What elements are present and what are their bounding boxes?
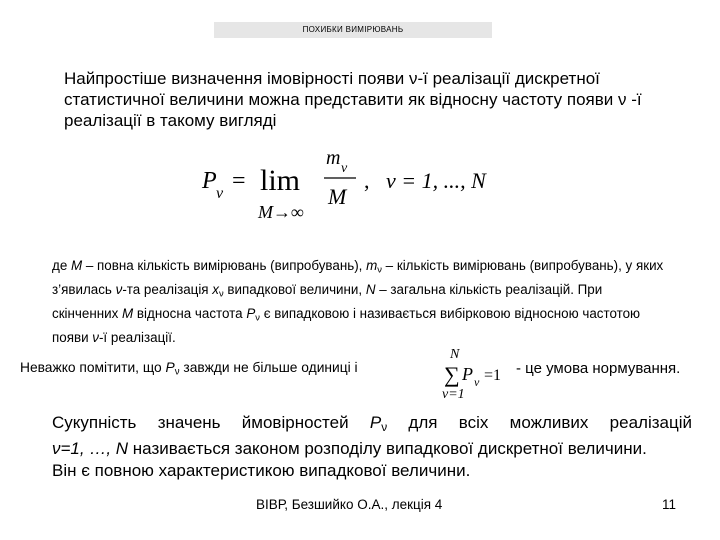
page-number: 11 <box>662 497 677 512</box>
formula-limit-sub: M→∞ <box>258 202 304 222</box>
slide-header-title: ПОХИБКИ ВИМІРЮВАНЬ <box>302 25 404 34</box>
footer-author: ВІВР, Безшийко О.А., лекція 4 <box>256 497 443 512</box>
sum-body-sub: ν <box>474 375 480 389</box>
law-line-2: ν=1, …, N називається законом розподілу випадкової дискретної величини. <box>52 438 647 458</box>
normalization-text-right: - це умова нормування. <box>516 360 681 377</box>
formula-numerator-sub: ν <box>341 161 348 176</box>
law-line-3: Він є повною характеристикою випадкової величини. <box>52 460 471 480</box>
formula-lim: lim <box>260 164 301 197</box>
formula-eq: = <box>232 168 246 194</box>
formula-lhs-sub: ν <box>216 185 224 202</box>
slide-header-bar <box>214 22 492 38</box>
distribution-law-paragraph <box>52 412 692 482</box>
sum-body: P <box>462 364 473 384</box>
formula-range: ν = 1, ..., N <box>386 168 486 193</box>
normalization-sum-formula <box>440 344 520 400</box>
law-line-1: Сукупність значень ймовірностей $P_\nu$ для всіх можливих реалізацій <box>52 413 693 434</box>
definition-paragraph: де M – повна кількість вимірювань (випробувань), $m_\nu$ – кількість вимірювань (випробувань), у яких з’явилась ν-та реалізація $x_\nu$ випадкової величини, N – загальна кількість реалізацій. При скінченних M відносна частота $P_\nu$ є випадковою і називається вибірковою відносною частотою появи ν-ї реалізації. <box>52 258 664 345</box>
probability-limit-formula <box>190 146 510 226</box>
sum-equals-one: =1 <box>484 367 502 384</box>
formula-comma: , <box>364 168 370 193</box>
formula-denominator: M <box>328 184 347 209</box>
sum-lower-limit: ν=1 <box>442 387 465 400</box>
sum-upper-limit: N <box>450 347 460 362</box>
formula-lhs: P <box>202 168 217 194</box>
intro-paragraph: Найпростіше визначення імовірності появи ν-ї реалізації дискретної статистичної величини можна представити як відносну частоту появи ν -ї реалізації в такому вигляді <box>64 69 642 130</box>
normalization-text-left: Неважко помітити, що $P_\nu$ завжди не більше одиниці і <box>20 360 358 378</box>
sum-symbol: ∑ <box>444 362 460 387</box>
formula-numerator: m <box>326 147 341 169</box>
